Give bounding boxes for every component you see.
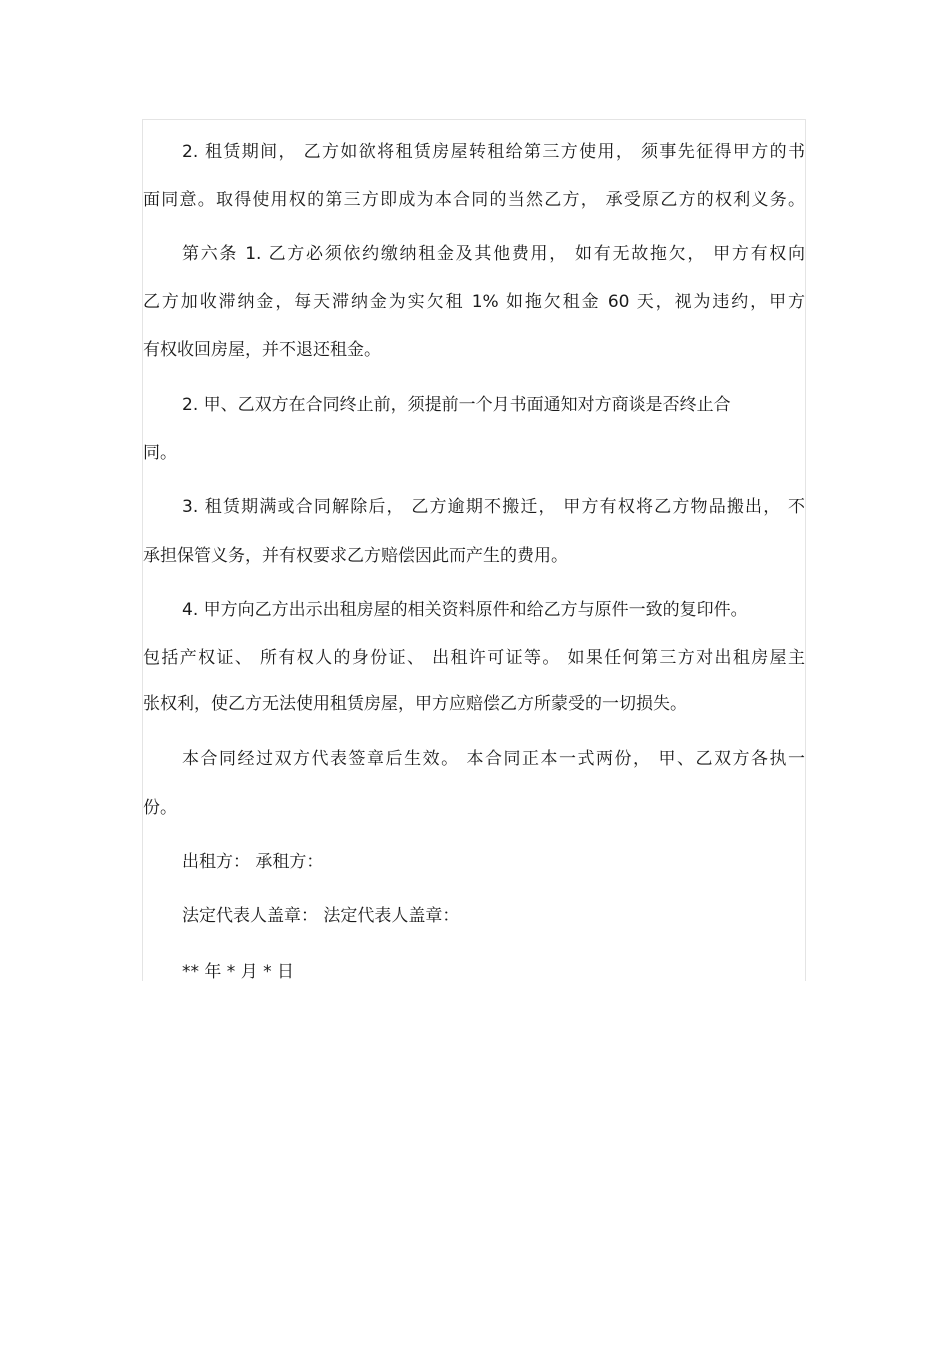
article-6-1-line-1: 第六条 1. 乙方必须依约缴纳租金及其他费用， 如有无故拖欠， 甲方有权向 bbox=[182, 244, 805, 264]
article-6-1-line-3: 有权收回房屋，并不退还租金。 bbox=[143, 340, 381, 360]
article-6-3-line-1: 3. 租赁期满或合同解除后， 乙方逾期不搬迁， 甲方有权将乙方物品搬出， 不 bbox=[182, 497, 805, 517]
legal-rep-seal-line: 法定代表人盖章： 法定代表人盖章： bbox=[182, 906, 460, 926]
article-6-1-line-2: 乙方加收滞纳金，每天滞纳金为实欠租 1% 如拖欠租金 60 天，视为违约，甲方 bbox=[143, 292, 805, 312]
effectiveness-line-1: 本合同经过双方代表签章后生效。 本合同正本一式两份， 甲、乙双方各执一 bbox=[182, 749, 805, 769]
article-6-2-line-1: 2. 甲、乙双方在合同终止前，须提前一个月书面通知对方商谈是否终止合 bbox=[182, 395, 731, 415]
date-line: ** 年 * 月 * 日 bbox=[182, 962, 295, 982]
article-6-2-line-2: 同。 bbox=[143, 443, 177, 463]
article-6-4-line-2: 包括产权证、 所有权人的身份证、 出租许可证等。 如果任何第三方对出租房屋主 bbox=[143, 648, 805, 668]
clause-5-2-line-2: 面同意。取得使用权的第三方即成为本合同的当然乙方， 承受原乙方的权利义务。 bbox=[143, 190, 805, 210]
effectiveness-line-2: 份。 bbox=[143, 798, 177, 818]
parties-signature-line: 出租方： 承租方： bbox=[182, 852, 324, 872]
article-6-3-line-2: 承担保管义务，并有权要求乙方赔偿因此而产生的费用。 bbox=[143, 546, 568, 566]
article-6-4-line-1: 4. 甲方向乙方出示出租房屋的相关资料原件和给乙方与原件一致的复印件。 bbox=[182, 600, 748, 620]
clause-5-2-line-1: 2. 租赁期间， 乙方如欲将租赁房屋转租给第三方使用， 须事先征得甲方的书 bbox=[182, 142, 805, 162]
article-6-4-line-3: 张权利，使乙方无法使用租赁房屋，甲方应赔偿乙方所蒙受的一切损失。 bbox=[143, 694, 687, 714]
